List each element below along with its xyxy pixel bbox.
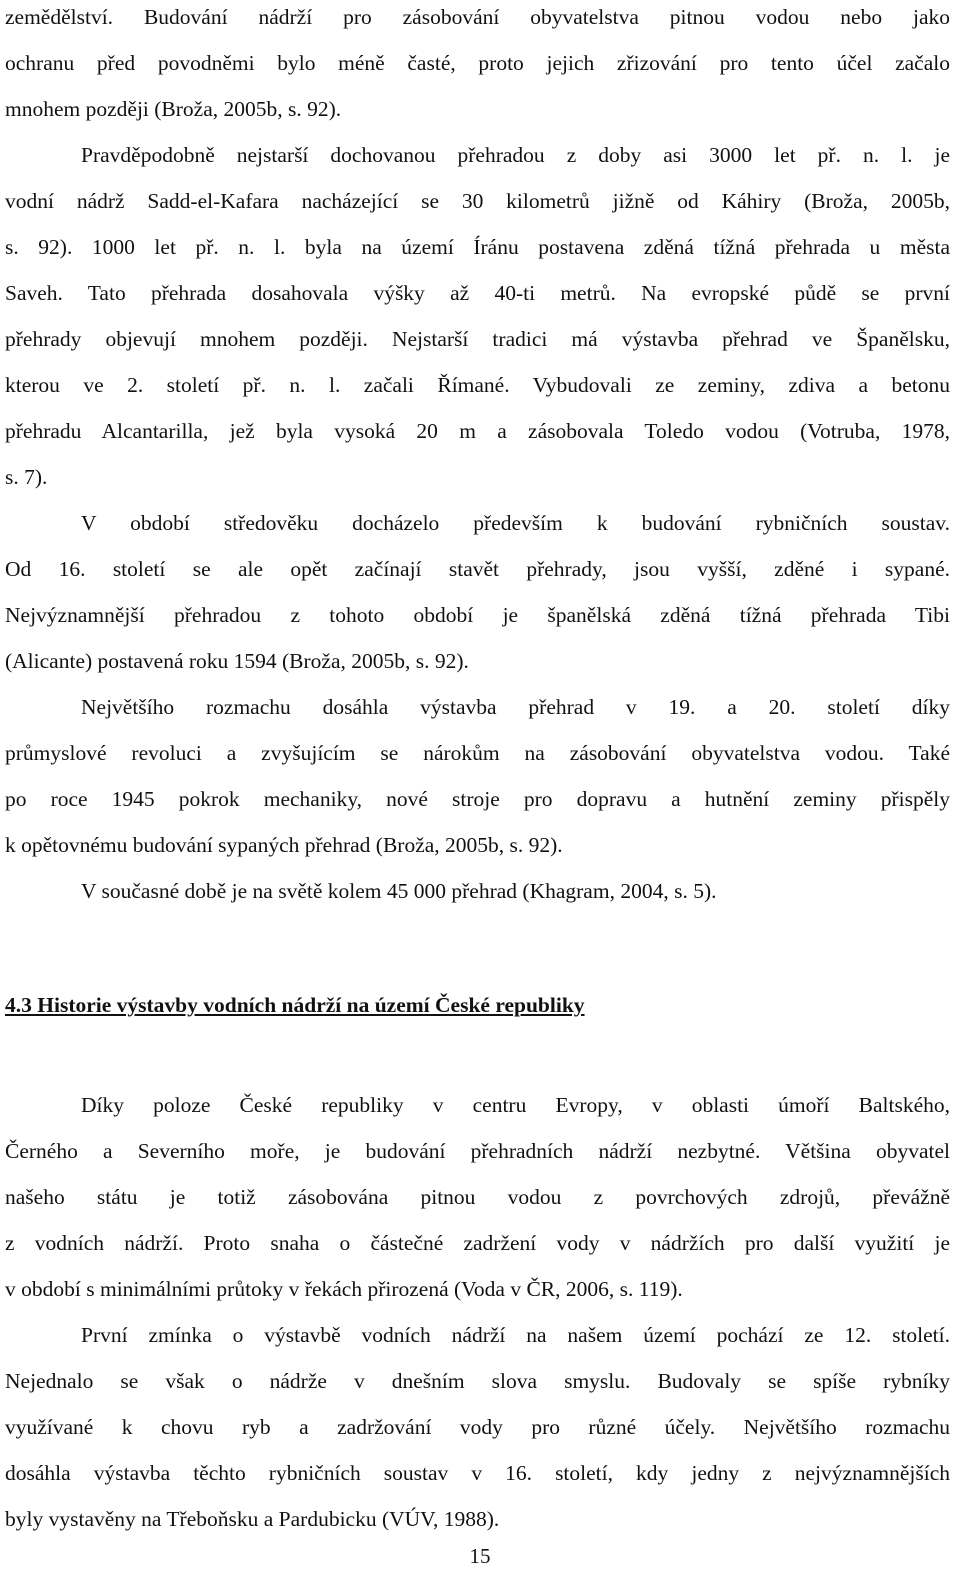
text-line: V současné době je na světě kolem 45 000 přehrad (Khagram, 2004, s. 5). [81, 879, 717, 903]
text-line: s. 92). 1000 let př. n. l. byla na území Íránu postavena zděná tížná přehrada u města [5, 235, 950, 259]
page-number: 15 [469, 1544, 491, 1568]
text-line: Černého a Severního moře, je budování přehradních nádrží nezbytné. Většina obyvatel [5, 1139, 950, 1163]
text-line: přehrady objevují mnohem později. Nejstarší tradici má výstavba přehrad ve Španělsku, [5, 327, 950, 351]
text-line: Díky poloze České republiky v centru Evropy, v oblasti úmoří Baltského, [81, 1093, 950, 1117]
text-line: k opětovnému budování sypaných přehrad (Brož​a, 2005b, s. 92). [5, 833, 563, 857]
text-line: našeho státu je totiž zásobována pitnou vodou z povrchových zdrojů, převážně [5, 1185, 950, 1209]
text-line: Nejednalo se však o nádrže v dnešním slova smyslu. Budovaly se spíše rybníky [5, 1369, 950, 1393]
text-line: průmyslové revoluci a zvyšujícím se nárokům na zásobování obyvatelstva vodou. Také [5, 741, 950, 765]
text-line: Od 16. století se ale opět začínají stavět přehrady, jsou vyšší, zděné i sypané. [5, 557, 950, 581]
text-line: První zmínka o výstavbě vodních nádrží na našem území pochází ze 12. století. [81, 1323, 950, 1347]
text-line: Největšího rozmachu dosáhla výstavba přehrad v 19. a 20. století díky [81, 695, 950, 719]
text-line: přehradu Alcantarilla, jež byla vysoká 20 m a zásobovala Toledo vodou (Votruba, 1978, [5, 419, 950, 443]
text-line: Pravděpodobně nejstarší dochovanou přehradou z doby asi 3000 let př. n. l. je [81, 143, 950, 167]
text-line: vodní nádrž Sadd-el-Kafara nacházející se 30 kilometrů jižně od Káhiry (Brož​a, 2005b, [5, 189, 950, 213]
text-line: (Alicante) postavená roku 1594 (Brož​a, 2005b, s. 92). [5, 649, 469, 673]
text-line: V období středověku docházelo především k budování rybničních soustav. [81, 511, 950, 535]
text-line: z vodních nádrží. Proto snaha o částečné zadržení vody v nádržích pro další využití je [5, 1231, 950, 1255]
text-line: Saveh. Tato přehrada dosahovala výšky až 40-ti metrů. Na evropské půdě se první [5, 281, 950, 305]
text-line: zemědělství. Budování nádrží pro zásobování obyvatelstva pitnou vodou nebo jako [5, 5, 950, 29]
text-line: mnohem později (Brož​a, 2005b, s. 92). [5, 97, 342, 121]
text-line: v období s minimálními průtoky v řekách přirozená (Voda v ČR, 2006, s. 119). [5, 1277, 683, 1301]
text-line: využívané k chovu ryb a zadržování vody pro různé účely. Největšího rozmachu [5, 1415, 950, 1439]
text-line: Nejvýznamnější přehradou z tohoto období je španělská zděná tížná přehrada Tibi [5, 603, 950, 627]
text-line: byly vystavěny na Třeboňsku a Pardubicku (VÚV, 1988). [5, 1507, 500, 1531]
text-line: kterou ve 2. století př. n. l. začali Římané. Vybudovali ze zeminy, zdiva a betonu [5, 373, 950, 397]
section-heading: 4.3 Historie výstavby vodních nádrží na území České republiky [5, 993, 585, 1017]
text-line: dosáhla výstavba těchto rybničních soustav v 16. století, kdy jedny z nejvýznamnějších [5, 1461, 950, 1485]
text-line: po roce 1945 pokrok mechaniky, nové stroje pro dopravu a hutnění zeminy přispěly [5, 787, 950, 811]
text-line: ochranu před povodněmi bylo méně časté, proto jejich zřizování pro tento účel začalo [5, 51, 950, 75]
text-line: s. 7). [5, 465, 48, 489]
